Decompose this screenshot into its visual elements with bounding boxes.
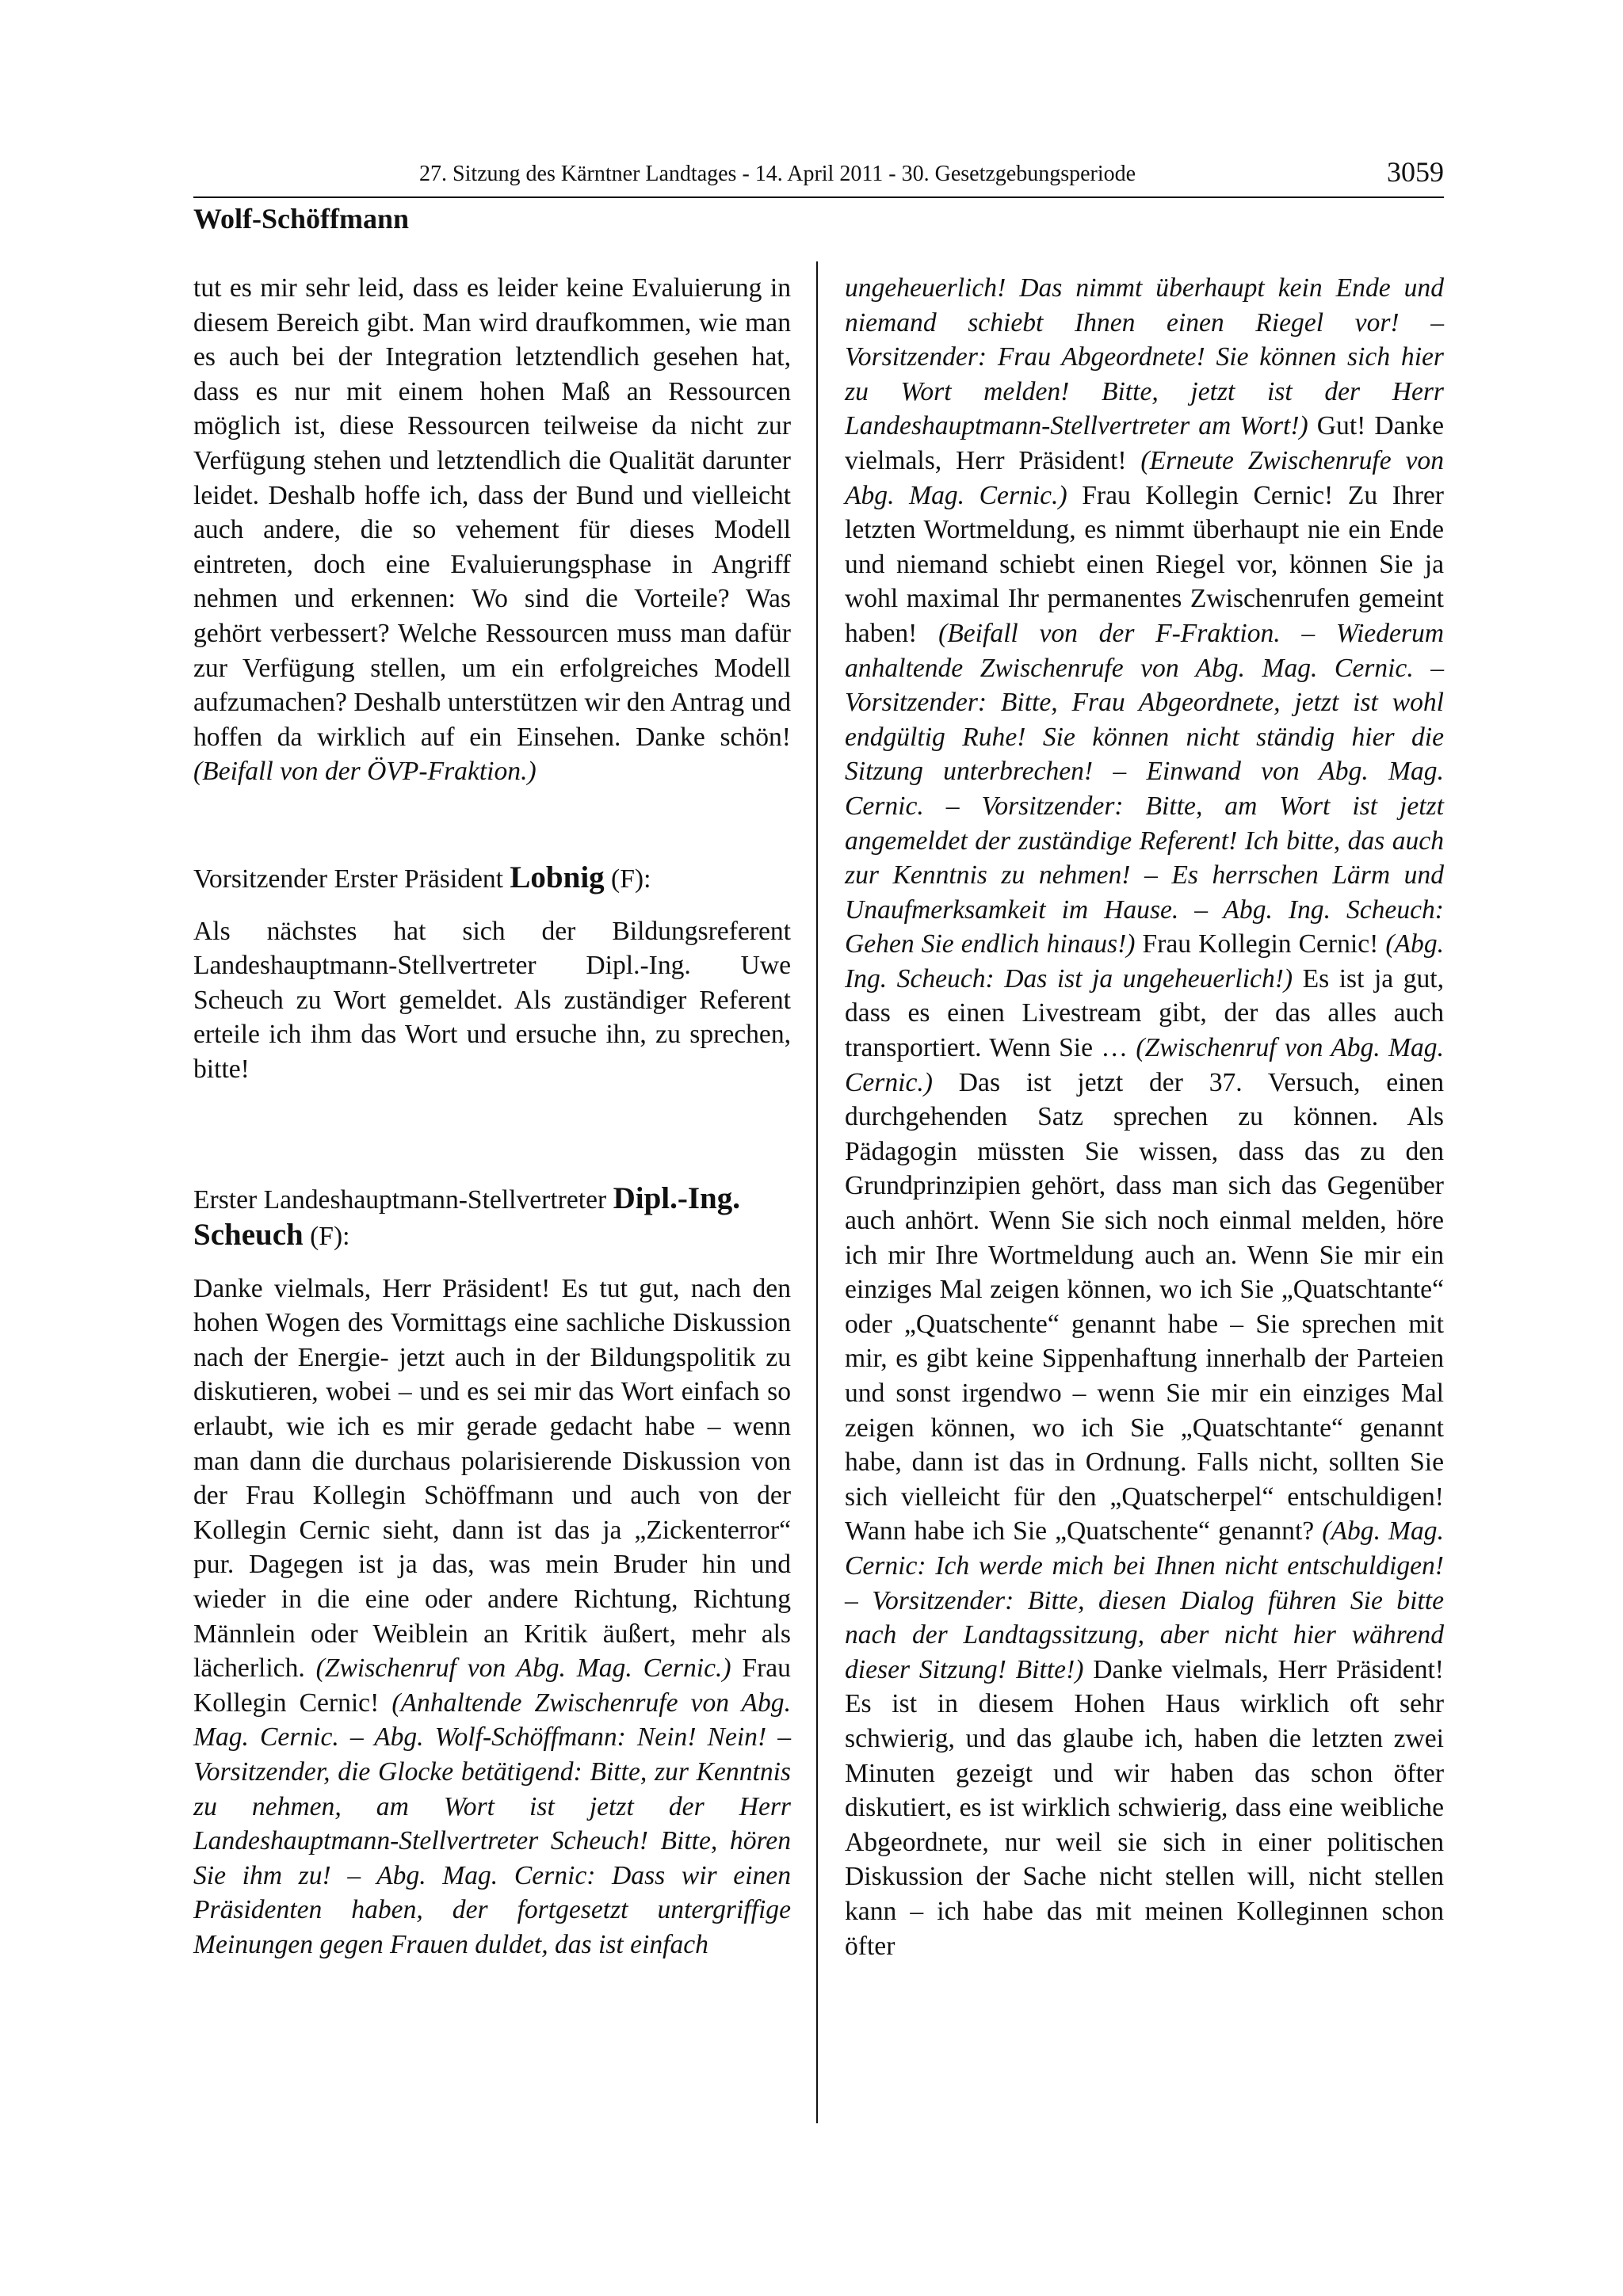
paragraph: Als nächstes hat sich der Bildungsreferent Landeshauptmann-Stellvertreter Dipl.-Ing. Uwe Scheuch zu Wort gemeldet. Als zuständiger Referent erteile ich ihm das Wort und ersuche ihn, zu sprechen, bitte!	[193, 916, 791, 1084]
interjection: (Anhaltende Zwischenrufe von Abg. Mag. Cernic. – Abg. Wolf-Schöffmann: Nein! Nein! – Vorsitzender, die Glocke betätigend: Bitte, zur Kenntnis zu nehmen, am Wort ist jetzt der Herr Landeshauptmann-Stellvertreter Scheuch! Bitte, hören Sie ihm zu! – Abg. Mag. Cernic: Dass wir einen Präsidenten haben, der fortgesetzt untergriffige Meinungen gegen Frauen duldet, das ist einfach	[193, 1688, 791, 1959]
interjection: (Abg. Mag. Cernic: Ich werde mich bei Ihnen nicht entschuldigen! – Vorsitzender: Bitte, diesen Dialog führen Sie bitte nach der Landtagssitzung, aber nicht hier während dieser Sitzung! Bitte!)	[845, 1516, 1444, 1684]
speaker-heading: Vorsitzender Erster Präsident Lobnig (F):	[193, 860, 651, 894]
page-number: 3059	[1387, 156, 1444, 188]
interjection: (Zwischenruf von Abg. Mag. Cernic.)	[845, 1033, 1444, 1097]
paragraph: ungeheuerlich! Das nimmt überhaupt kein Ende und niemand schiebt Ihnen einen Riegel vor! – Vorsitzender: Frau Abgeordnete! Sie können sich hier zu Wort melden! Bitte, jetzt ist der Herr Landeshauptmann-Stellvertreter am Wort!) Gut! Danke vielmals, Herr Präsident! (Erneute Zwischenrufe von Abg. Mag. Cernic.) Frau Kollegin Cernic! Zu Ihrer letzten Wortmeldung, es nimmt überhaupt nie ein Ende und niemand schiebt einen Riegel vor, können Sie ja wohl maximal Ihr permanentes Zwischenrufen gemeint haben! (Beifall von der F-Fraktion. – Wiederum anhaltende Zwischenrufe von Abg. Mag. Cernic. – Vorsitzender: Bitte, Frau Abgeordnete, jetzt ist wohl endgültig Ruhe! Sie können nicht ständig hier die Sitzung unterbrechen! – Einwand von Abg. Mag. Cernic. – Vorsitzender: Bitte, am Wort ist jetzt angemeldet der zuständige Referent! Ich bitte, das auch zur Kenntnis zu nehmen! – Es herrschen Lärm und Unaufmerksamkeit im Hause. – Abg. Ing. Scheuch: Gehen Sie endlich hinaus!) Frau Kollegin Cernic! (Abg. Ing. Scheuch: Das ist ja ungeheuerlich!) Es ist ja gut, dass es einen Livestream gibt, der das alles auch transportiert. Wenn Sie … (Zwischenruf von Abg. Mag. Cernic.) Das ist jetzt der 37. Versuch, einen durchgehenden Satz sprechen zu können. Als Pädagogin müssten Sie wissen, dass das zu den Grundprinzipien gehört, dass man sich das Gegenüber auch anhört. Wenn Sie sich noch einmal melden, höre ich mir Ihre Wortmeldung auch an. Wenn Sie mir ein einziges Mal zeigen können, wo ich Sie „Quatschtante“ oder „Quatschente“ genannt habe – Sie sprechen mit mir, es gibt keine Sippenhaftung innerhalb der Parteien und sonst irgendwo – wenn Sie mir ein einziges Mal zeigen können, wo ich Sie „Quatschtante“ genannt habe, dann ist das in Ordnung. Falls nicht, sollten Sie sich vielleicht für den „Quatscherpel“ entschuldigen! Wann habe ich Sie „Quatschente“ genannt? (Abg. Mag. Cernic: Ich werde mich bei Ihnen nicht entschuldigen! – Vorsitzender: Bitte, diesen Dialog führen Sie bitte nach der Landtagssitzung, aber nicht hier während dieser Sitzung! Bitte!) Danke vielmals, Herr Präsident! Es ist in diesem Hohen Haus wirklich oft sehr schwierig, und das glaube ich, haben die letzten zwei Minuten gezeigt und wir haben das schon öfter diskutiert, es ist wirklich schwierig, dass eine weibliche Abgeordnete, nur weil sie sich in einer politischen Diskussion der Sache nicht stellen will, nicht stellen kann – ich habe das mit meinen Kolleginnen schon öfter	[845, 273, 1445, 1961]
left-column	[193, 271, 791, 1962]
running-speaker: Wolf-Schöffmann	[193, 203, 410, 235]
page-header	[193, 155, 1444, 198]
interjection: (Zwischenruf von Abg. Mag. Cernic.)	[315, 1653, 731, 1684]
paragraph: Danke vielmals, Herr Präsident! Es tut gut, nach den hohen Wogen des Vormittags eine sachliche Diskussion nach der Energie- jetzt auch in der Bildungspolitik zu diskutieren, wobei – und es sei mir das Wort einfach so erlaubt, wie ich es mir gerade gedacht habe – wenn man dann die durchaus polarisierende Diskussion von der Frau Kollegin Schöffmann und auch von der Kollegin Cernic sieht, dann ist das ja „Zickenterror“ pur. Dagegen ist ja das, was mein Bruder hin und wieder in die eine oder andere Richtung, Richtung Männlein oder Weiblein an Kritik äußert, mehr als lächerlich. (Zwischenruf von Abg. Mag. Cernic.) Frau Kollegin Cernic! (Anhaltende Zwischenrufe von Abg. Mag. Cernic. – Abg. Wolf-Schöffmann: Nein! Nein! – Vorsitzender, die Glocke betätigend: Bitte, zur Kenntnis zu nehmen, am Wort ist jetzt der Herr Landeshauptmann-Stellvertreter Scheuch! Bitte, hören Sie ihm zu! – Abg. Mag. Cernic: Dass wir einen Präsidenten haben, der fortgesetzt untergriffige Meinungen gegen Frauen duldet, das ist einfach	[193, 1273, 791, 1959]
column-divider	[816, 261, 818, 2123]
interjection: (Beifall von der ÖVP-Fraktion.)	[193, 757, 537, 787]
paragraph: tut es mir sehr leid, dass es leider keine Evaluierung in diesem Bereich gibt. Man wird draufkommen, wie man es auch bei der Integration letztendlich gesehen hat, dass es nur mit einem hohen Maß an Ressourcen möglich ist, diese Ressourcen teilweise da nicht zur Verfügung stehen und letztendlich die Qualität darunter leidet. Deshalb hoffe ich, dass der Bund und vielleicht auch andere, die so vehement für dieses Modell eintreten, doch eine Evaluierungsphase in Angriff nehmen und erkennen: Wo sind die Vorteile? Was gehört verbessert? Welche Ressourcen muss man dafür zur Verfügung stellen, um ein erfolgreiches Modell aufzumachen? Deshalb unterstützen wir den Antrag und hoffen da wirklich auf ein Einsehen. Danke schön! (Beifall von der ÖVP-Fraktion.)	[193, 273, 791, 787]
speaker-heading: Erster Landeshauptmann-Stellvertreter Dipl.-Ing. Scheuch (F):	[193, 1181, 740, 1253]
interjection: (Abg. Ing. Scheuch: Das ist ja ungeheuerlich!)	[845, 929, 1445, 994]
speaker-name: Dipl.-Ing. Scheuch	[193, 1181, 740, 1253]
speaker-name: Lobnig	[510, 860, 605, 894]
header-title: 27. Sitzung des Kärntner Landtages - 14. April 2011 - 30. Gesetzgebungsperiode	[419, 162, 1136, 186]
interjection: (Erneute Zwischenrufe von Abg. Mag. Cernic.)	[845, 445, 1444, 510]
right-column	[845, 271, 1444, 1963]
interjection: (Beifall von der F-Fraktion. – Wiederum anhaltende Zwischenrufe von Abg. Mag. Cernic. – Vorsitzender: Bitte, Frau Abgeordnete, jetzt ist wohl endgültig Ruhe! Sie können nicht ständig hier die Sitzung unterbrechen! – Einwand von Abg. Mag. Cernic. – Vorsitzender: Bitte, am Wort ist jetzt angemeldet der zuständige Referent! Ich bitte, das auch zur Kenntnis zu nehmen! – Es herrschen Lärm und Unaufmerksamkeit im Hause. – Abg. Ing. Scheuch: Gehen Sie endlich hinaus!)	[845, 618, 1444, 959]
interjection: ungeheuerlich! Das nimmt überhaupt kein Ende und niemand schiebt Ihnen einen Riegel vor! – Vorsitzender: Frau Abgeordnete! Sie können sich hier zu Wort melden! Bitte, jetzt ist der Herr Landeshauptmann-Stellvertreter am Wort!)	[845, 273, 1444, 441]
